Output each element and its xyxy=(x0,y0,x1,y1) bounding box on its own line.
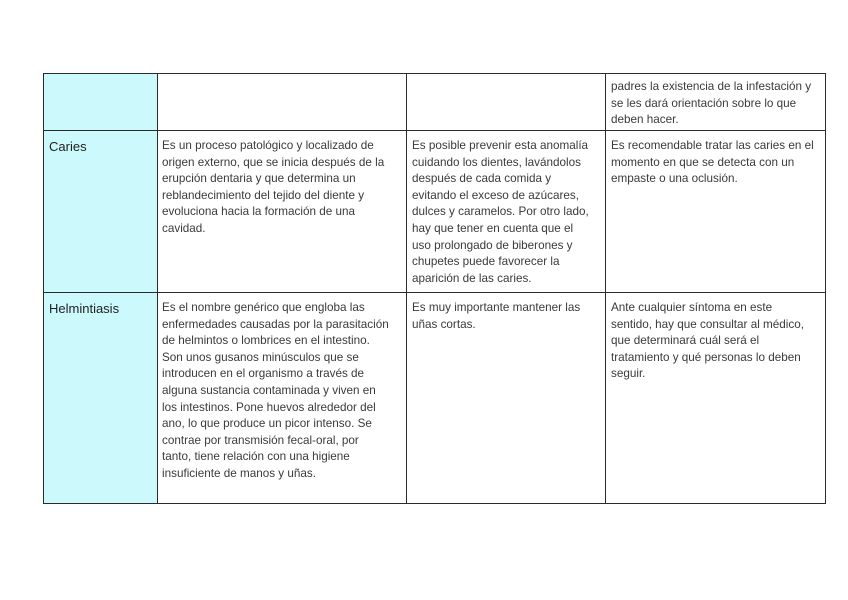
row-label-cell: Caries xyxy=(44,131,158,293)
treatment-cell: Ante cualquier síntoma en este sentido, hay que consultar al médico, que determinará cuál será el tratamiento y qué personas lo deben seguir. xyxy=(606,293,826,504)
description-cell: Es un proceso patológico y localizado de origen externo, que se inicia después de la erupción dentaria y que determina un reblandecimiento del tejido del diente y evoluciona hacia la formación de una cavidad. xyxy=(158,131,407,293)
table-row xyxy=(44,74,826,131)
row-label-cell: Helmintiasis xyxy=(44,293,158,504)
row-label-cell xyxy=(44,74,158,131)
table-row xyxy=(44,293,826,504)
diseases-table xyxy=(43,73,826,504)
treatment-cell: Es recomendable tratar las caries en el momento en que se detecta con un empaste o una oclusión. xyxy=(606,131,826,293)
prevention-cell: Es posible prevenir esta anomalía cuidando los dientes, lavándolos después de cada comida y evitando el exceso de azúcares, dulces y caramelos. Por otro lado, hay que tener en cuenta que el uso prolongado de biberones y chupetes puede favorecer la aparición de las caries. xyxy=(407,131,606,293)
description-cell: Es el nombre genérico que engloba las enfermedades causadas por la parasitación de helmintos o lombrices en el intestino. Son unos gusanos minúsculos que se introducen en el organismo a través de alguna sustancia contaminada y viven en los intestinos. Pone huevos alrededor del ano, lo que produce un picor intenso. Se contrae por transmisión fecal-oral, por tanto, tiene relación con una higiene insuficiente de manos y uñas. xyxy=(158,293,407,504)
table-row xyxy=(44,131,826,293)
description-cell xyxy=(158,74,407,131)
prevention-cell: Es muy importante mantener las uñas cortas. xyxy=(407,293,606,504)
treatment-cell: padres la existencia de la infestación y se les dará orientación sobre lo que deben hacer. xyxy=(606,74,826,131)
prevention-cell xyxy=(407,74,606,131)
